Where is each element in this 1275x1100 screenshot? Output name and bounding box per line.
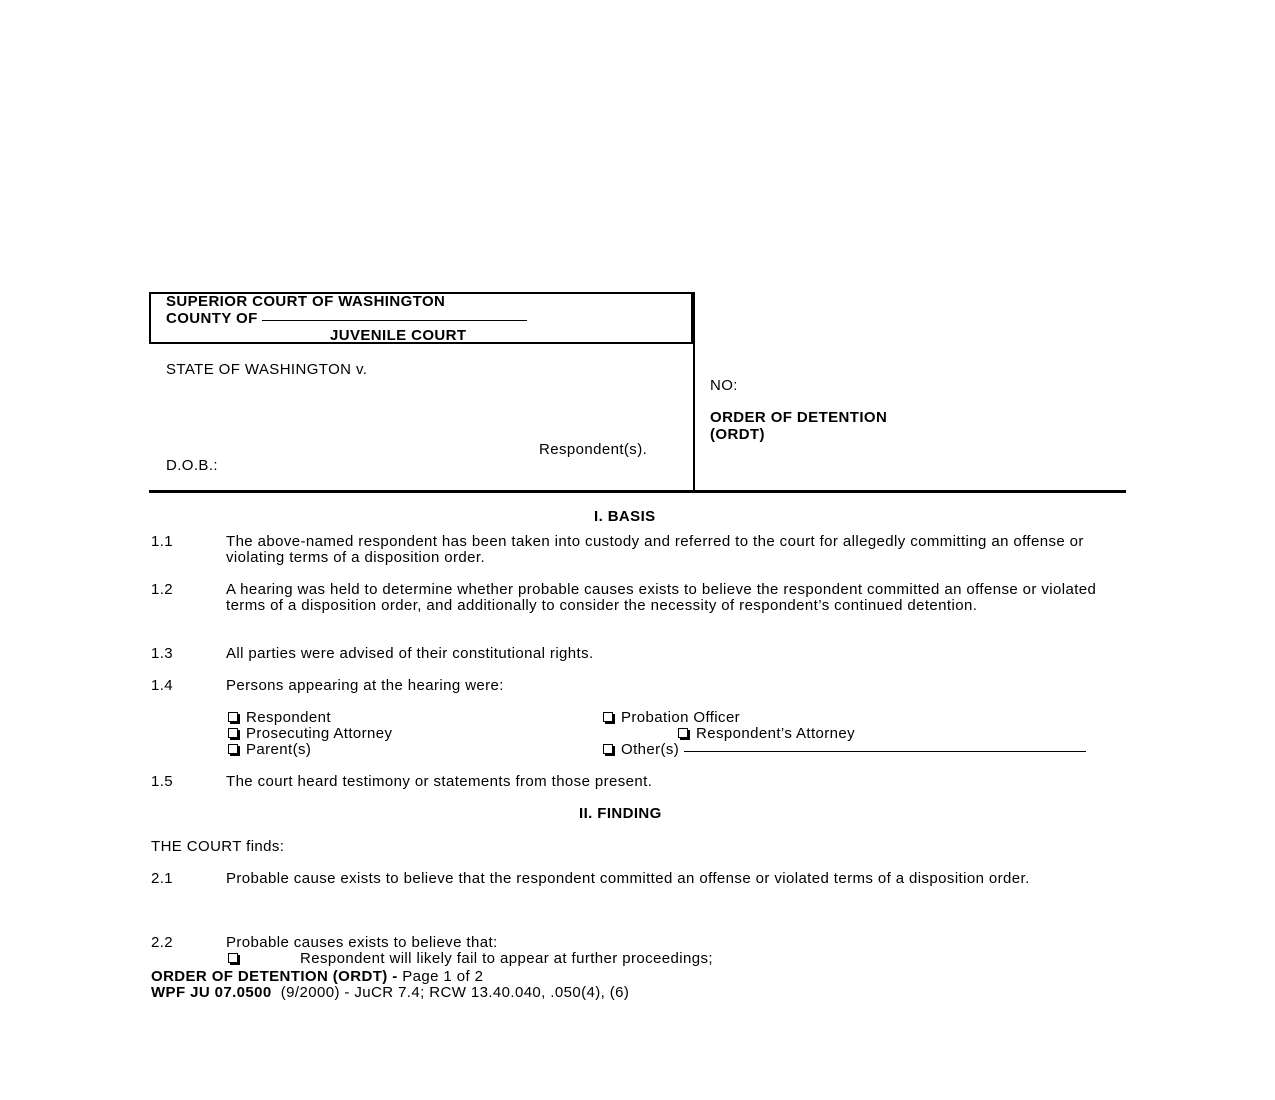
document-code: (ORDT) bbox=[710, 426, 765, 443]
county-label: COUNTY OF bbox=[166, 310, 258, 327]
juvenile-court: JUVENILE COURT bbox=[330, 327, 467, 344]
county-field[interactable] bbox=[262, 320, 527, 321]
checkbox-respondent[interactable]: Respondent bbox=[228, 710, 331, 726]
checkbox-others[interactable]: Other(s) bbox=[603, 742, 1086, 758]
caption-divider bbox=[693, 292, 695, 491]
caption-bottom-rule bbox=[149, 490, 1126, 493]
section-finding-heading: II. FINDING bbox=[579, 805, 662, 822]
item-text: Probable cause exists to believe that the respondent committed an offense or violated terms of a disposition order. bbox=[226, 870, 1030, 887]
checkbox-icon[interactable] bbox=[228, 744, 238, 754]
case-number-label: NO: bbox=[710, 377, 738, 394]
item-number: 2.1 bbox=[151, 870, 174, 887]
item-number: 1.1 bbox=[151, 533, 174, 550]
court-name: SUPERIOR COURT OF WASHINGTON bbox=[166, 293, 446, 310]
item-number: 1.2 bbox=[151, 581, 174, 598]
item-text: The above-named respondent has been taken into custody and referred to the court for allegedly committing an offense or violating terms of a disposition order. bbox=[226, 533, 1084, 566]
checkbox-icon[interactable] bbox=[603, 744, 613, 754]
respondent-label: Respondent(s). bbox=[539, 441, 648, 458]
footer-form-number: WPF JU 07.0500 bbox=[151, 984, 272, 1001]
item-text: All parties were advised of their constitutional rights. bbox=[226, 645, 594, 662]
checkbox-respondents-attorney[interactable]: Respondent’s Attorney bbox=[678, 726, 855, 742]
footer-title: ORDER OF DETENTION (ORDT) - bbox=[151, 968, 398, 985]
section-basis-heading: I. BASIS bbox=[594, 508, 656, 525]
item-text: The court heard testimony or statements from those present. bbox=[226, 773, 653, 790]
item-number: 1.3 bbox=[151, 645, 174, 662]
checkbox-probation-officer[interactable]: Probation Officer bbox=[603, 710, 740, 726]
state-of-washington: STATE OF WASHINGTON v. bbox=[166, 361, 368, 378]
checkbox-icon[interactable] bbox=[603, 712, 613, 722]
checkbox-icon[interactable] bbox=[678, 728, 688, 738]
checkbox-icon[interactable] bbox=[228, 728, 238, 738]
footer-title-line bbox=[151, 969, 483, 985]
checkbox-icon[interactable] bbox=[228, 953, 238, 963]
others-field[interactable] bbox=[684, 751, 1086, 752]
footer-form-line bbox=[151, 985, 629, 1001]
item-text: A hearing was held to determine whether probable causes exists to believe the respondent committed an offense or violated terms of a disposition order, and additionally to consider the necessity of respondent’s continued detention. bbox=[226, 581, 1097, 614]
item-number: 1.5 bbox=[151, 773, 174, 790]
footer-citation: (9/2000) - JuCR 7.4; RCW 13.40.040, .050(4), (6) bbox=[271, 984, 630, 1001]
item-text: Persons appearing at the hearing were: bbox=[226, 677, 504, 694]
checkbox-prosecuting-attorney[interactable]: Prosecuting Attorney bbox=[228, 726, 392, 742]
checkbox-parents[interactable]: Parent(s) bbox=[228, 742, 311, 758]
checkbox-icon[interactable] bbox=[228, 712, 238, 722]
dob-label: D.O.B.: bbox=[166, 457, 218, 474]
court-finds-intro: THE COURT finds: bbox=[151, 838, 285, 855]
footer-page: Page 1 of 2 bbox=[397, 968, 484, 985]
document-title: ORDER OF DETENTION bbox=[710, 409, 888, 426]
item-number: 2.2 bbox=[151, 934, 174, 951]
item-text: Probable causes exists to believe that: bbox=[226, 934, 498, 951]
checkbox-fail-to-appear[interactable]: Respondent will likely fail to appear at further proceedings; bbox=[228, 951, 713, 967]
county-line bbox=[166, 311, 527, 327]
item-number: 1.4 bbox=[151, 677, 174, 694]
